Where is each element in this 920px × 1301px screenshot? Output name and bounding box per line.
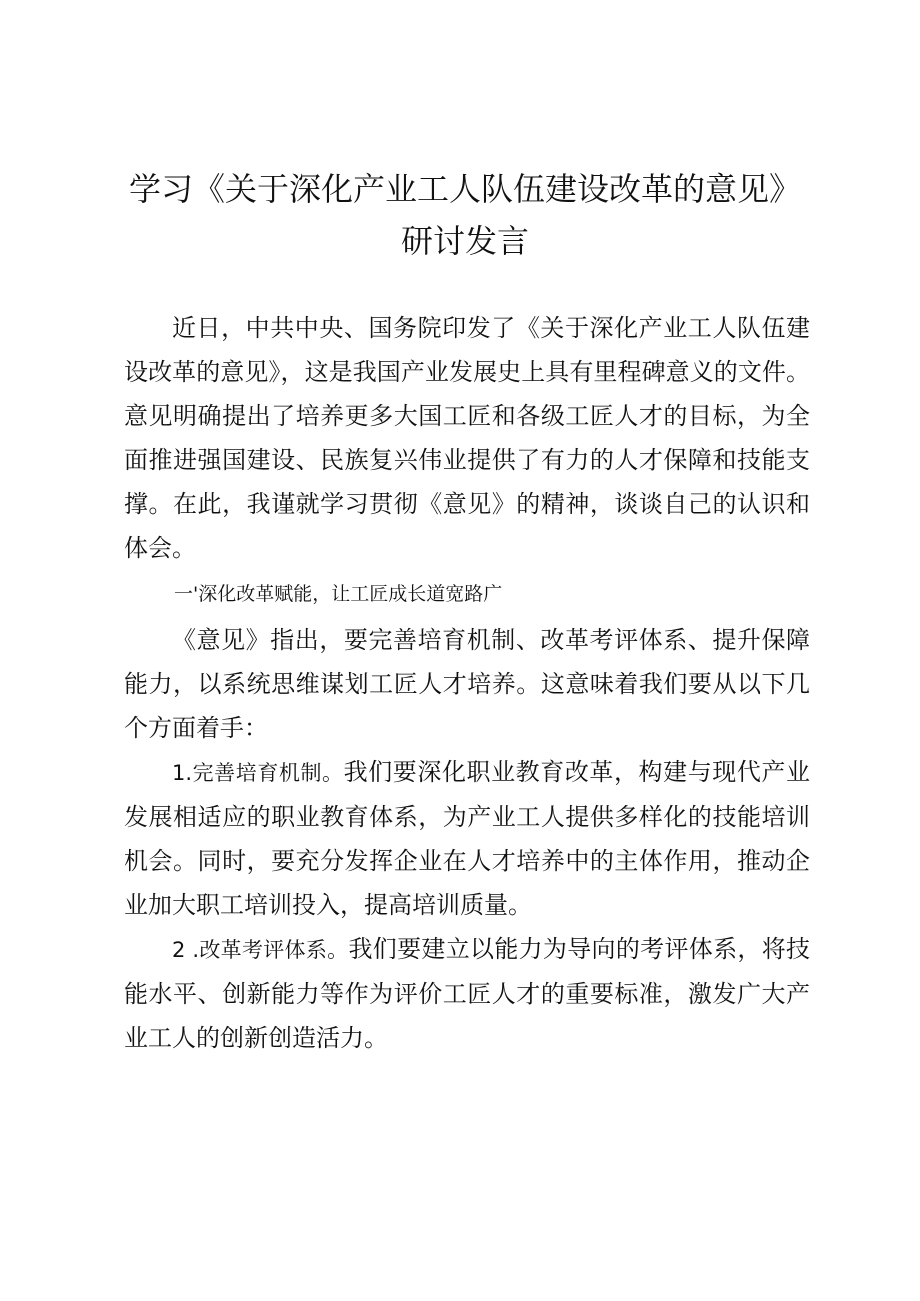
list-item-2-text: 我们要建立以能力为导向的考评体系，将技能水平、创新能力等作为评价工匠人才的重要标准，激发广大产业工人的创新创造活力。: [124, 935, 811, 1052]
list-item-2: [124, 927, 810, 1060]
list-item-1-lead: 1.完善培育机制。: [172, 761, 344, 785]
list-item-1-text: 我们要深化职业教育改革，构建与现代产业发展相适应的职业教育体系，为产业工人提供多样化的技能培训机会。同时，要充分发挥企业在人才培养中的主体作用，推动企业加大职工培训投入，提高培训质量。: [124, 758, 810, 919]
section-1-paragraph: 《意见》指出，要完善培育机制、改革考评体系、提升保障能力，以系统思维谋划工匠人才培养。这意味着我们要从以下几个方面着手：: [124, 626, 810, 742]
document-title: 学习《关于深化产业工人队伍建设改革的意见》研讨发言: [128, 170, 801, 260]
list-item-1: [124, 750, 810, 927]
intro-paragraph: 近日，中共中央、国务院印发了《关于深化产业工人队伍建设改革的意见》，这是我国产业发展史上具有里程碑意义的文件。意见明确提出了培养更多大国工匠和各级工匠人才的目标，为全面推进强国建设、民族复兴伟业提供了有力的人才保障和技能支撑。在此，我谨就学习贯彻《意见》的精神，谈谈自己的认识和体会。: [124, 314, 810, 562]
list-item-2-lead: 2 .改革考评体系。: [172, 938, 349, 962]
document-body: [124, 306, 810, 1060]
section-1-heading: 一'深化改革赋能，让工匠成长道宽路广: [174, 583, 503, 605]
